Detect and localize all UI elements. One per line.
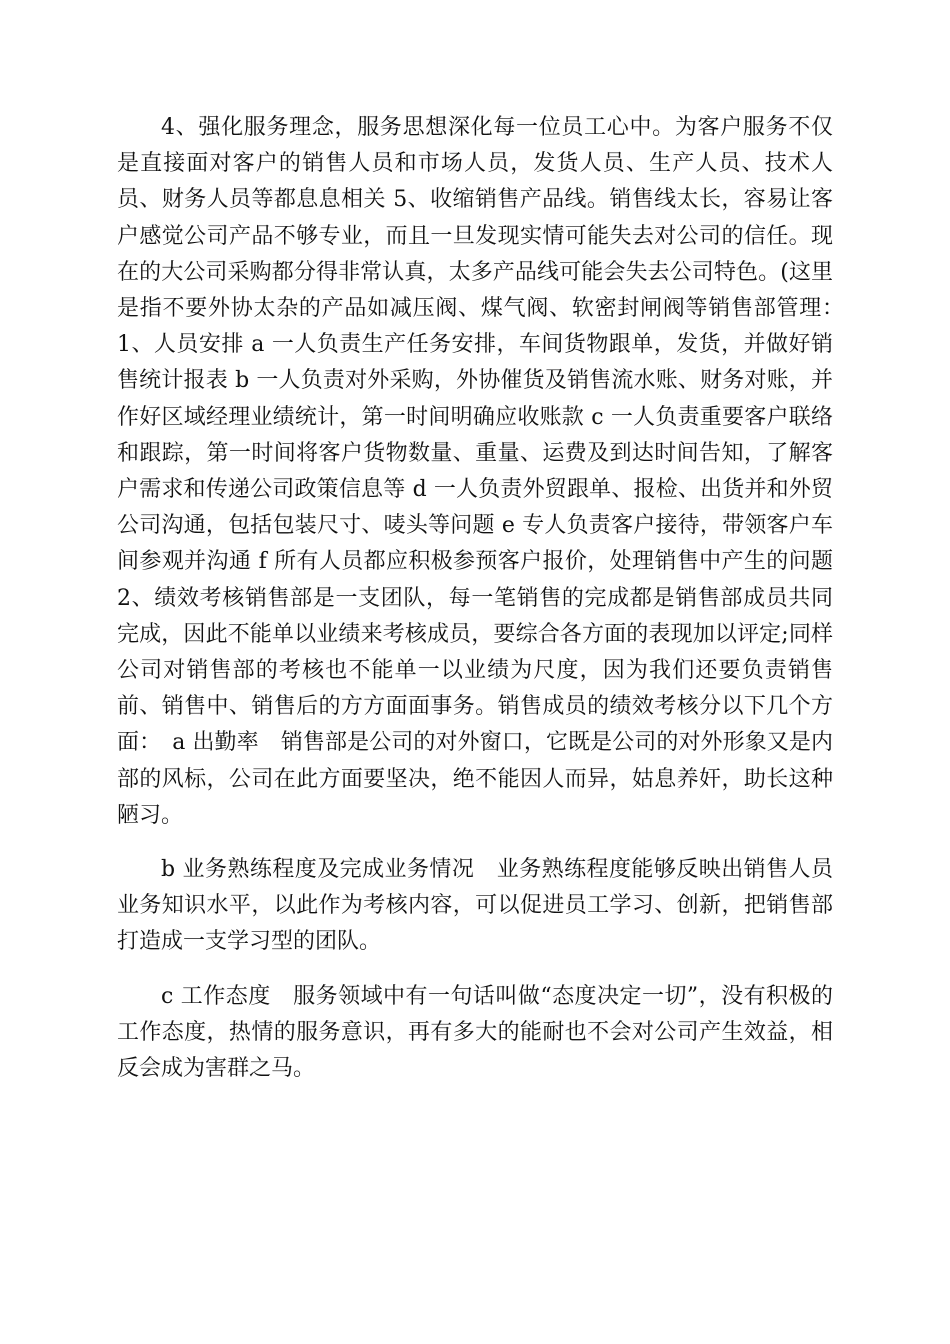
paragraph-work-attitude: c 工作态度 服务领域中有一句话叫做“态度决定一切”，没有积极的工作态度，热情的服务意识，再有多大的能耐也不会对公司产生效益，相反会成为害群之马。	[117, 983, 833, 1082]
document-body	[117, 110, 856, 1105]
paragraph-business-proficiency: b 业务熟练程度及完成业务情况 业务熟练程度能够反映出销售人员业务知识水平，以此作为考核内容，可以促进员工学习、创新，把销售部打造成一支学习型的团队。	[117, 857, 833, 955]
paragraph-sales-management: 4、强化服务理念，服务思想深化每一位员工心中。为客户服务不仅是直接面对客户的销售人员和市场人员，发货人员、生产人员、技术人员、财务人员等都息息相关 5、收缩销售产品线。销售线太长，容易让客户感觉公司产品不够专业，而且一旦发现实情可能失去对公司的信任。现在的大公司采购都分得非常认真，太多产品线可能会失去公司特色。(这里是指不要外协太杂的产品如减压阀、煤气阀、软密封闸阀等销售部管理： 1、人员安排 a 一人负责生产任务安排，车间货物跟单，发货，并做好销售统计报表 b 一人负责对外采购，外协催货及销售流水账、财务对账，并作好区域经理业绩统计，第一时间明确应收账款 c 一人负责重要客户联络和跟踪，第一时间将客户货物数量、重量、运费及到达时间告知，了解客户需求和传递公司政策信息等 d 一人负责外贸跟单、报检、出货并和外贸公司沟通，包括包装尺寸、唛头等问题 e 专人负责客户接待，带领客户车间参观并沟通 f 所有人员都应积极参预客户报价，处理销售中产生的问题 2、绩效考核销售部是一支团队，每一笔销售的完成都是销售部成员共同完成，因此不能单以业绩来考核成员，要综合各方面的表现加以评定;同样公司对销售部的考核也不能单一以业绩为尺度，因为我们还要负责销售前、销售中、销售后的方方面面事务。销售成员的绩效考核分以下几个方面： a 出勤率 销售部是公司的对外窗口，它既是公司的对外形象又是内部的风标，公司在此方面要坚决，绝不能因人而异，姑息养奸，助长这种陋习。	[117, 115, 856, 828]
